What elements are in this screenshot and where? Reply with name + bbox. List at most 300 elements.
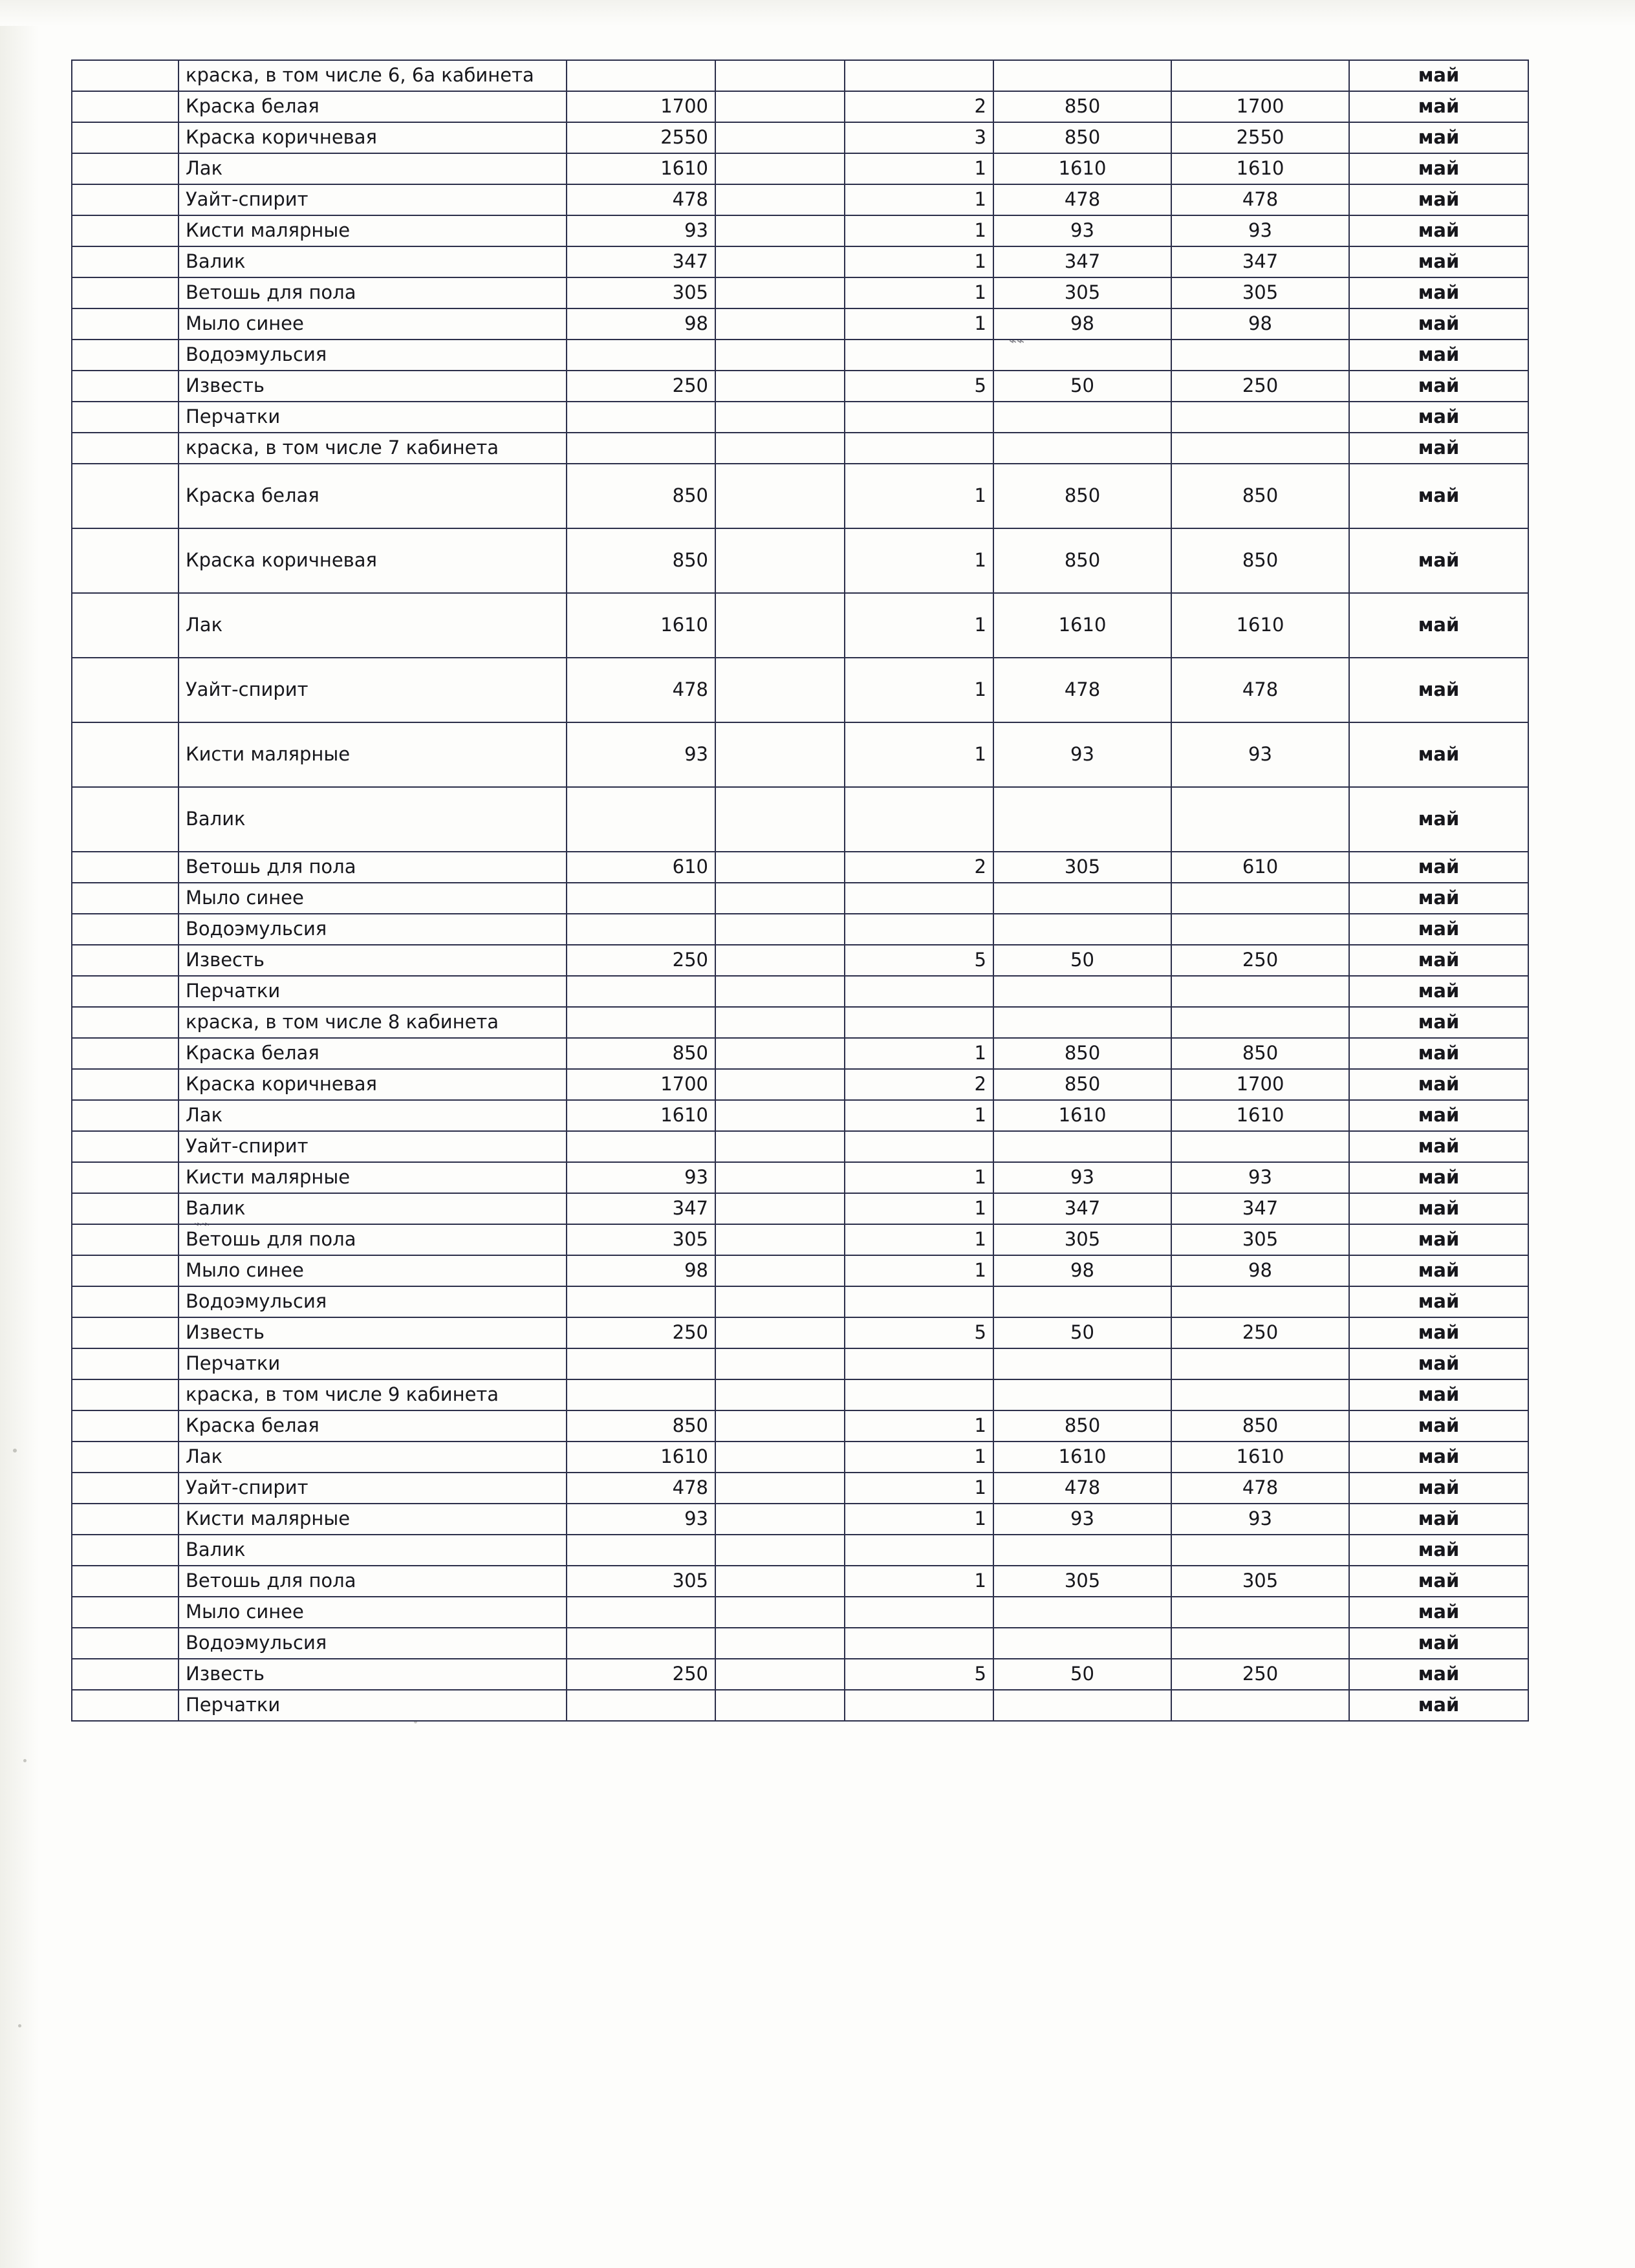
cell-quantity xyxy=(845,1286,993,1317)
cell-sum: 850 xyxy=(567,464,715,528)
cell-quantity: 1 xyxy=(845,722,993,787)
cell-month: май xyxy=(1349,1286,1528,1317)
cell-quantity: 1 xyxy=(845,1038,993,1069)
cell-price xyxy=(993,883,1171,914)
cell-sum xyxy=(567,1690,715,1721)
cell-empty xyxy=(715,1038,845,1069)
cell-sum: 347 xyxy=(567,246,715,277)
cell-total: 347 xyxy=(1171,246,1349,277)
cell-month: май xyxy=(1349,1317,1528,1348)
cell-price: 93 xyxy=(993,1504,1171,1535)
cell-index xyxy=(72,593,179,658)
cell-month: май xyxy=(1349,852,1528,883)
cell-quantity xyxy=(845,402,993,433)
cell-sum: 2550 xyxy=(567,122,715,153)
cell-price: 50 xyxy=(993,1659,1171,1690)
cell-sum xyxy=(567,402,715,433)
cell-index xyxy=(72,402,179,433)
cell-empty xyxy=(715,852,845,883)
cell-month: май xyxy=(1349,1690,1528,1721)
table-row xyxy=(72,1193,1528,1224)
cell-empty xyxy=(715,402,845,433)
table-row xyxy=(72,528,1528,593)
cell-month: май xyxy=(1349,914,1528,945)
cell-sum xyxy=(567,883,715,914)
cell-item-name: Валик xyxy=(179,1535,567,1566)
table-row xyxy=(72,658,1528,722)
cell-empty xyxy=(715,1628,845,1659)
cell-month: май xyxy=(1349,1038,1528,1069)
cell-month: май xyxy=(1349,371,1528,402)
cell-quantity: 1 xyxy=(845,308,993,340)
cell-item-name: Перчатки xyxy=(179,1348,567,1379)
cell-month: май xyxy=(1349,1131,1528,1162)
cell-item-name: Ветошь для пола xyxy=(179,277,567,308)
cell-month: май xyxy=(1349,1504,1528,1535)
cell-quantity: 1 xyxy=(845,658,993,722)
cell-item-name: Перчатки xyxy=(179,1690,567,1721)
cell-month: май xyxy=(1349,1628,1528,1659)
cell-month: май xyxy=(1349,122,1528,153)
cell-sum: 610 xyxy=(567,852,715,883)
table-row xyxy=(72,340,1528,371)
cell-price: 305 xyxy=(993,1224,1171,1255)
cell-index xyxy=(72,1131,179,1162)
cell-sum: 478 xyxy=(567,658,715,722)
cell-price xyxy=(993,1628,1171,1659)
cell-sum xyxy=(567,60,715,91)
cell-total: 250 xyxy=(1171,1659,1349,1690)
cell-empty xyxy=(715,1100,845,1131)
cell-total xyxy=(1171,1348,1349,1379)
cell-sum: 478 xyxy=(567,184,715,215)
table-row xyxy=(72,1100,1528,1131)
scan-edge-shadow-top xyxy=(0,0,1635,26)
cell-month: май xyxy=(1349,528,1528,593)
cell-price: 347 xyxy=(993,246,1171,277)
cell-total: 93 xyxy=(1171,1504,1349,1535)
cell-sum: 250 xyxy=(567,945,715,976)
table-row xyxy=(72,308,1528,340)
cell-month: май xyxy=(1349,1566,1528,1597)
cell-group-name: краска, в том числе 7 кабинета xyxy=(179,433,567,464)
table-row xyxy=(72,246,1528,277)
table-row xyxy=(72,1535,1528,1566)
cell-total xyxy=(1171,433,1349,464)
cell-month: май xyxy=(1349,340,1528,371)
cell-index xyxy=(72,1286,179,1317)
cell-price: 478 xyxy=(993,658,1171,722)
cell-month: май xyxy=(1349,1193,1528,1224)
cell-quantity: 2 xyxy=(845,91,993,122)
cell-total xyxy=(1171,1628,1349,1659)
cell-month: май xyxy=(1349,593,1528,658)
table-row xyxy=(72,852,1528,883)
cell-sum: 98 xyxy=(567,308,715,340)
cell-empty xyxy=(715,722,845,787)
cell-empty xyxy=(715,1317,845,1348)
cell-item-name: Кисти малярные xyxy=(179,215,567,246)
cell-item-name: Известь xyxy=(179,1659,567,1690)
table-row-group xyxy=(72,1379,1528,1410)
cell-price xyxy=(993,1690,1171,1721)
cell-index xyxy=(72,1007,179,1038)
cell-quantity xyxy=(845,1597,993,1628)
cell-quantity xyxy=(845,1007,993,1038)
cell-group-name: краска, в том числе 6, 6а кабинета xyxy=(179,60,567,91)
cell-index xyxy=(72,1317,179,1348)
cell-total xyxy=(1171,1597,1349,1628)
cell-price xyxy=(993,1007,1171,1038)
cell-total xyxy=(1171,340,1349,371)
cell-index xyxy=(72,1597,179,1628)
cell-quantity: 1 xyxy=(845,184,993,215)
cell-index xyxy=(72,1659,179,1690)
cell-month: май xyxy=(1349,433,1528,464)
cell-quantity xyxy=(845,1348,993,1379)
table-row xyxy=(72,1628,1528,1659)
cell-item-name: Ветошь для пола xyxy=(179,852,567,883)
cell-month: май xyxy=(1349,1007,1528,1038)
cell-item-name: Водоэмульсия xyxy=(179,1286,567,1317)
cell-empty xyxy=(715,1348,845,1379)
scan-speck xyxy=(18,2024,21,2027)
cell-total xyxy=(1171,1690,1349,1721)
cell-month: май xyxy=(1349,308,1528,340)
cell-index xyxy=(72,945,179,976)
cell-month: май xyxy=(1349,722,1528,787)
cell-sum xyxy=(567,1628,715,1659)
cell-month: май xyxy=(1349,787,1528,852)
cell-quantity xyxy=(845,60,993,91)
cell-quantity xyxy=(845,787,993,852)
cell-empty xyxy=(715,914,845,945)
cell-empty xyxy=(715,184,845,215)
cell-item-name: Валик xyxy=(179,246,567,277)
cell-price: 50 xyxy=(993,1317,1171,1348)
cell-total: 98 xyxy=(1171,308,1349,340)
cell-sum: 250 xyxy=(567,371,715,402)
cell-sum xyxy=(567,1535,715,1566)
cell-index xyxy=(72,60,179,91)
cell-month: май xyxy=(1349,1255,1528,1286)
cell-total: 93 xyxy=(1171,1162,1349,1193)
cell-price: 478 xyxy=(993,1473,1171,1504)
cell-quantity: 5 xyxy=(845,371,993,402)
cell-total: 1610 xyxy=(1171,1100,1349,1131)
cell-index xyxy=(72,1473,179,1504)
cell-price: 347 xyxy=(993,1193,1171,1224)
cell-sum xyxy=(567,1348,715,1379)
cell-empty xyxy=(715,371,845,402)
cell-total: 305 xyxy=(1171,277,1349,308)
table-row xyxy=(72,402,1528,433)
cell-quantity: 1 xyxy=(845,1566,993,1597)
table-row xyxy=(72,91,1528,122)
cell-empty xyxy=(715,277,845,308)
materials-table-container xyxy=(71,59,1528,1722)
cell-total: 1610 xyxy=(1171,593,1349,658)
cell-quantity xyxy=(845,1379,993,1410)
cell-total xyxy=(1171,1131,1349,1162)
cell-total: 850 xyxy=(1171,528,1349,593)
cell-quantity xyxy=(845,433,993,464)
cell-price: 1610 xyxy=(993,1442,1171,1473)
table-row xyxy=(72,1566,1528,1597)
cell-empty xyxy=(715,528,845,593)
cell-index xyxy=(72,1379,179,1410)
cell-month: май xyxy=(1349,464,1528,528)
cell-empty xyxy=(715,883,845,914)
cell-index xyxy=(72,308,179,340)
table-row-group xyxy=(72,1007,1528,1038)
cell-total xyxy=(1171,1007,1349,1038)
cell-quantity: 1 xyxy=(845,246,993,277)
cell-item-name: Краска белая xyxy=(179,1038,567,1069)
cell-index xyxy=(72,1038,179,1069)
cell-total xyxy=(1171,883,1349,914)
cell-index xyxy=(72,722,179,787)
table-row xyxy=(72,914,1528,945)
cell-empty xyxy=(715,91,845,122)
table-row xyxy=(72,722,1528,787)
cell-quantity: 1 xyxy=(845,1255,993,1286)
cell-total: 250 xyxy=(1171,371,1349,402)
cell-total: 305 xyxy=(1171,1566,1349,1597)
cell-month: май xyxy=(1349,1535,1528,1566)
cell-price: 98 xyxy=(993,308,1171,340)
cell-month: май xyxy=(1349,1597,1528,1628)
cell-price xyxy=(993,1597,1171,1628)
cell-quantity xyxy=(845,914,993,945)
cell-total: 1700 xyxy=(1171,91,1349,122)
cell-price xyxy=(993,1286,1171,1317)
cell-sum: 250 xyxy=(567,1317,715,1348)
cell-empty xyxy=(715,1131,845,1162)
cell-month: май xyxy=(1349,153,1528,184)
table-row xyxy=(72,464,1528,528)
cell-quantity: 2 xyxy=(845,1069,993,1100)
cell-index xyxy=(72,1193,179,1224)
cell-empty xyxy=(715,60,845,91)
cell-sum: 93 xyxy=(567,215,715,246)
cell-item-name: Уайт-спирит xyxy=(179,184,567,215)
cell-total: 478 xyxy=(1171,184,1349,215)
cell-month: май xyxy=(1349,1410,1528,1442)
scan-artifact-smudge: ⌁⌁ xyxy=(194,1216,210,1231)
cell-price: 305 xyxy=(993,277,1171,308)
cell-item-name: Водоэмульсия xyxy=(179,914,567,945)
cell-price xyxy=(993,60,1171,91)
cell-item-name: Перчатки xyxy=(179,402,567,433)
cell-empty xyxy=(715,1504,845,1535)
cell-item-name: Водоэмульсия xyxy=(179,1628,567,1659)
cell-item-name: Мыло синее xyxy=(179,883,567,914)
cell-index xyxy=(72,1100,179,1131)
cell-item-name: Ветошь для пола xyxy=(179,1224,567,1255)
cell-index xyxy=(72,1442,179,1473)
cell-index xyxy=(72,976,179,1007)
cell-item-name: Водоэмульсия xyxy=(179,340,567,371)
cell-month: май xyxy=(1349,1473,1528,1504)
cell-quantity: 1 xyxy=(845,1100,993,1131)
cell-sum xyxy=(567,433,715,464)
cell-item-name: Краска коричневая xyxy=(179,1069,567,1100)
table-row xyxy=(72,153,1528,184)
cell-quantity: 1 xyxy=(845,277,993,308)
cell-sum: 1700 xyxy=(567,91,715,122)
table-row xyxy=(72,277,1528,308)
cell-empty xyxy=(715,1659,845,1690)
cell-empty xyxy=(715,1286,845,1317)
cell-item-name: Известь xyxy=(179,945,567,976)
cell-quantity: 1 xyxy=(845,1410,993,1442)
table-row xyxy=(72,883,1528,914)
cell-empty xyxy=(715,153,845,184)
materials-table xyxy=(71,59,1529,1722)
cell-quantity: 1 xyxy=(845,464,993,528)
cell-index xyxy=(72,215,179,246)
cell-empty xyxy=(715,1224,845,1255)
cell-total xyxy=(1171,914,1349,945)
cell-month: май xyxy=(1349,883,1528,914)
cell-month: май xyxy=(1349,277,1528,308)
cell-empty xyxy=(715,945,845,976)
cell-total: 478 xyxy=(1171,1473,1349,1504)
cell-sum xyxy=(567,1286,715,1317)
cell-empty xyxy=(715,658,845,722)
cell-price: 50 xyxy=(993,945,1171,976)
cell-total: 93 xyxy=(1171,722,1349,787)
cell-item-name: Краска коричневая xyxy=(179,528,567,593)
cell-group-name: краска, в том числе 9 кабинета xyxy=(179,1379,567,1410)
scan-speck xyxy=(23,1759,27,1762)
table-row xyxy=(72,1255,1528,1286)
cell-price: 1610 xyxy=(993,593,1171,658)
cell-empty xyxy=(715,1410,845,1442)
cell-item-name: Краска белая xyxy=(179,1410,567,1442)
scan-edge-shadow-left xyxy=(0,0,39,2268)
cell-price xyxy=(993,787,1171,852)
cell-sum: 478 xyxy=(567,1473,715,1504)
cell-price: 50 xyxy=(993,371,1171,402)
table-row-group xyxy=(72,433,1528,464)
cell-item-name: Кисти малярные xyxy=(179,1504,567,1535)
cell-empty xyxy=(715,215,845,246)
cell-total: 850 xyxy=(1171,1038,1349,1069)
cell-price xyxy=(993,1348,1171,1379)
cell-total xyxy=(1171,60,1349,91)
cell-price xyxy=(993,433,1171,464)
cell-item-name: Валик xyxy=(179,1193,567,1224)
cell-index xyxy=(72,883,179,914)
cell-quantity xyxy=(845,1628,993,1659)
cell-total: 93 xyxy=(1171,215,1349,246)
cell-index xyxy=(72,464,179,528)
cell-month: май xyxy=(1349,1659,1528,1690)
cell-index xyxy=(72,1348,179,1379)
cell-month: май xyxy=(1349,1224,1528,1255)
cell-quantity: 1 xyxy=(845,215,993,246)
cell-item-name: Мыло синее xyxy=(179,1597,567,1628)
table-row xyxy=(72,371,1528,402)
cell-price: 478 xyxy=(993,184,1171,215)
table-row xyxy=(72,945,1528,976)
cell-item-name: Краска белая xyxy=(179,464,567,528)
table-row xyxy=(72,1473,1528,1504)
cell-index xyxy=(72,153,179,184)
cell-price: 850 xyxy=(993,122,1171,153)
table-row xyxy=(72,1690,1528,1721)
table-row xyxy=(72,1597,1528,1628)
table-row xyxy=(72,1348,1528,1379)
table-row xyxy=(72,1131,1528,1162)
cell-quantity xyxy=(845,1690,993,1721)
cell-price xyxy=(993,402,1171,433)
cell-quantity: 1 xyxy=(845,153,993,184)
cell-item-name: Кисти малярные xyxy=(179,722,567,787)
cell-empty xyxy=(715,246,845,277)
cell-total xyxy=(1171,787,1349,852)
cell-sum xyxy=(567,976,715,1007)
table-row xyxy=(72,215,1528,246)
cell-month: май xyxy=(1349,1442,1528,1473)
cell-item-name: Ветошь для пола xyxy=(179,1566,567,1597)
cell-price xyxy=(993,340,1171,371)
cell-sum xyxy=(567,1379,715,1410)
cell-price xyxy=(993,1535,1171,1566)
cell-sum: 1610 xyxy=(567,153,715,184)
cell-quantity: 5 xyxy=(845,1659,993,1690)
cell-price: 850 xyxy=(993,1069,1171,1100)
cell-quantity: 1 xyxy=(845,1442,993,1473)
table-row xyxy=(72,1224,1528,1255)
cell-empty xyxy=(715,1379,845,1410)
cell-item-name: Мыло синее xyxy=(179,1255,567,1286)
cell-price xyxy=(993,976,1171,1007)
cell-index xyxy=(72,1535,179,1566)
cell-total xyxy=(1171,976,1349,1007)
cell-sum: 98 xyxy=(567,1255,715,1286)
table-row xyxy=(72,1504,1528,1535)
cell-quantity: 1 xyxy=(845,1224,993,1255)
cell-sum: 850 xyxy=(567,528,715,593)
cell-month: май xyxy=(1349,246,1528,277)
cell-total: 478 xyxy=(1171,658,1349,722)
cell-empty xyxy=(715,1007,845,1038)
cell-item-name: Кисти малярные xyxy=(179,1162,567,1193)
cell-month: май xyxy=(1349,976,1528,1007)
cell-month: май xyxy=(1349,184,1528,215)
scan-artifact-smudge: ⌁⌁ xyxy=(1009,333,1025,349)
cell-price: 850 xyxy=(993,528,1171,593)
cell-item-name: Лак xyxy=(179,1100,567,1131)
cell-empty xyxy=(715,1442,845,1473)
cell-total: 2550 xyxy=(1171,122,1349,153)
cell-item-name: Лак xyxy=(179,593,567,658)
cell-price: 1610 xyxy=(993,1100,1171,1131)
cell-index xyxy=(72,914,179,945)
cell-month: май xyxy=(1349,1100,1528,1131)
cell-index xyxy=(72,1566,179,1597)
cell-empty xyxy=(715,593,845,658)
cell-price: 1610 xyxy=(993,153,1171,184)
cell-sum xyxy=(567,340,715,371)
cell-empty xyxy=(715,122,845,153)
table-row xyxy=(72,1659,1528,1690)
cell-index xyxy=(72,246,179,277)
cell-quantity: 1 xyxy=(845,593,993,658)
